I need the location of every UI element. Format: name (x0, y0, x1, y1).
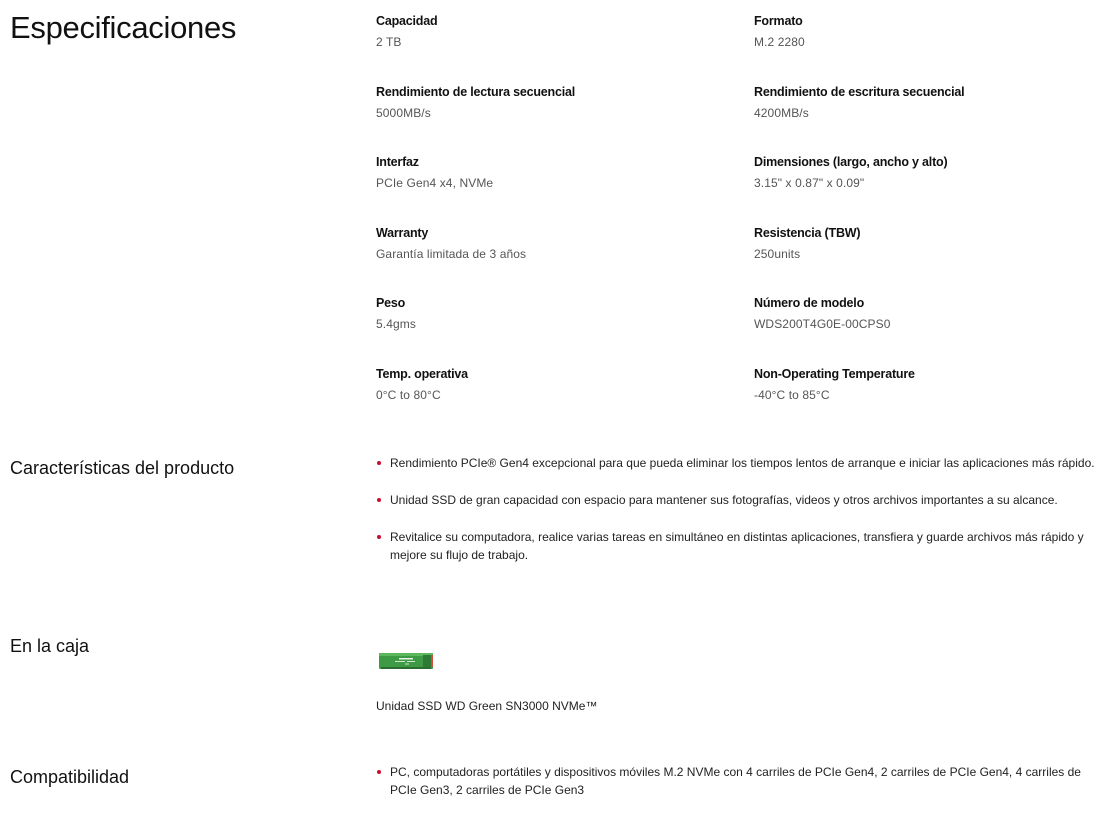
spec-value: 2 TB (376, 35, 402, 49)
bullet-icon (377, 498, 381, 502)
spec-write-speed (754, 85, 1094, 120)
spec-read-speed (376, 85, 716, 120)
spec-label: Temp. operativa (376, 367, 468, 381)
spec-weight (376, 296, 716, 331)
spec-model-number (754, 296, 1094, 331)
spec-label: Capacidad (376, 14, 438, 28)
spec-interface (376, 155, 716, 190)
spec-label: Non-Operating Temperature (754, 367, 915, 381)
bullet-icon (377, 770, 381, 774)
spec-warranty (376, 226, 716, 261)
spec-form-factor (754, 14, 1094, 49)
spec-value: WDS200T4G0E-00CPS0 (754, 317, 891, 331)
spec-label: Resistencia (TBW) (754, 226, 861, 240)
spec-value: -40°C to 85°C (754, 388, 830, 402)
spec-operating-temp (376, 367, 716, 402)
list-item-text: Unidad SSD de gran capacidad con espacio para mantener sus fotografías, videos y otros archivos importantes a su alcance. (390, 493, 1058, 507)
spec-label: Dimensiones (largo, ancho y alto) (754, 155, 948, 169)
spec-non-operating-temp (754, 367, 1094, 402)
list-item (376, 528, 1106, 564)
spec-value: 5.4gms (376, 317, 416, 331)
page-title: Especificaciones (10, 10, 237, 45)
in-box-item: Unidad SSD WD Green SN3000 NVMe™ (376, 699, 598, 713)
spec-label: Interfaz (376, 155, 419, 169)
compatibility-list (376, 763, 1106, 818)
spec-endurance (754, 226, 1094, 261)
spec-value: 250units (754, 247, 801, 261)
spec-label: Rendimiento de escritura secuencial (754, 85, 965, 99)
spec-label: Peso (376, 296, 406, 310)
spec-value: PCIe Gen4 x4, NVMe (376, 176, 494, 190)
in-box-heading: En la caja (10, 636, 90, 656)
spec-value: 0°C to 80°C (376, 388, 441, 402)
spec-capacity (376, 14, 716, 49)
list-item (376, 491, 1106, 509)
features-list (376, 454, 1106, 583)
spec-value: M.2 2280 (754, 35, 805, 49)
spec-value: 4200MB/s (754, 106, 809, 120)
list-item-text: Rendimiento PCIe® Gen4 excepcional para que pueda eliminar los tiempos lentos de arranque e iniciar las aplicaciones más rápido. (390, 456, 1095, 470)
spec-label: Warranty (376, 226, 429, 240)
spec-dimensions (754, 155, 1094, 190)
list-item-text: Revitalice su computadora, realice varias tareas en simultáneo en distintas aplicaciones, transfiera y guarde archivos más rápido y mejore su flujo de trabajo. (390, 530, 1084, 562)
bullet-icon (377, 535, 381, 539)
list-item-text: PC, computadoras portátiles y dispositivos móviles M.2 NVMe con 4 carriles de PCIe Gen4, 2 carriles de PCIe Gen4, 4 carriles de PCIe Gen3, 2 carriles de PCIe Gen3 (390, 765, 1081, 797)
list-item (376, 454, 1106, 472)
spec-value: Garantía limitada de 3 años (376, 247, 527, 261)
bullet-icon (377, 461, 381, 465)
list-item (376, 763, 1106, 799)
features-heading: Características del producto (10, 458, 235, 478)
compatibility-heading: Compatibilidad (10, 767, 130, 787)
spec-value: 3.15" x 0.87" x 0.09" (754, 176, 865, 190)
spec-label: Formato (754, 14, 803, 28)
spec-label: Número de modelo (754, 296, 865, 310)
ssd-product-image (379, 650, 433, 672)
spec-value: 5000MB/s (376, 106, 431, 120)
spec-label: Rendimiento de lectura secuencial (376, 85, 576, 99)
